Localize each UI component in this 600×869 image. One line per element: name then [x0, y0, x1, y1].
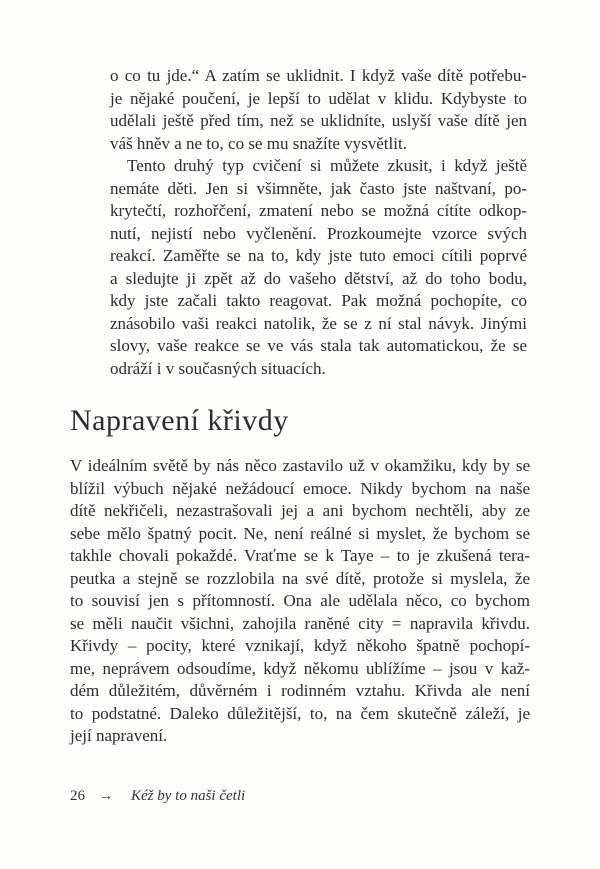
text-line: nemáte děti. Jen si všimněte, jak často jste naštvaní, po- [110, 178, 527, 198]
text-line: blížil výbuch nějaké nežádoucí emoce. Nikdy bychom na naše [70, 478, 530, 498]
text-line: to podstatné. Daleko důležitější, to, na čem skutečně záleží, je [70, 703, 530, 723]
text-line: a sledujte ji zpět až do vašeho dětství, až do toho bodu, [110, 268, 527, 288]
text-line: kdy jste začali takto reagovat. Pak možná pochopíte, co [110, 291, 527, 310]
text-line: její napravení. [70, 726, 168, 745]
text-block-main [70, 455, 530, 748]
paragraph [110, 155, 527, 380]
paragraph [70, 455, 530, 748]
text-line: o co tu jde.“ A zatím se uklidnit. I když vaše dítě potřebu- [110, 66, 527, 85]
text-line: dítě nekřičeli, nezastrašovali jej a ani bychom nechtěli, aby ze [70, 501, 530, 520]
right-arrow-icon: → [99, 789, 113, 804]
text-line: Křivdy – pocity, které vznikají, když někoho špatně pochopí- [70, 636, 530, 655]
text-line: odráží i v současných situacích. [110, 358, 326, 378]
page-footer [70, 786, 245, 807]
text-line: takhle chovali pokaždé. Vraťme se k Taye – to je zkušená tera- [70, 546, 530, 565]
text-line: slovy, vaše reakce se ve vás stala tak automatickou, že se [110, 336, 527, 355]
text-line: je nějaké poučení, je lepší to udělat v klidu. Kdybyste to [110, 88, 527, 108]
book-title: Kéž by to naši četli [131, 788, 246, 804]
text-line: peutka a stejně se rozzlobila na své dítě, protože si myslela, že [70, 568, 530, 588]
text-line: znásobilo vaši reakci natolik, že se z ní stal návyk. Jinými [110, 313, 527, 333]
page-number: 26 [70, 788, 85, 804]
text-line: krytečtí, rozhořčení, zmatení nebo se možná cítíte odkop- [110, 201, 527, 220]
text-line: udělali ještě před tím, než se uklidníte, uslyší vaše dítě jen [110, 111, 527, 130]
text-line: váš hněv a ne to, co se mu snažíte vysvětlit. [110, 133, 407, 153]
text-line: dém důležitém, důvěrném i rodinném vztahu. Křivda ale není [70, 681, 530, 700]
section-heading: Napravení křivdy [70, 404, 289, 437]
text-line: Tento druhý typ cvičení si můžete zkusit, i když ještě [127, 156, 527, 175]
text-line: me, neprávem odsoudíme, když někomu ublížíme – jsou v kaž- [70, 658, 530, 678]
text-line: nutí, nejistí nebo vyčlenění. Prozkoumejte vzorce svých [110, 223, 527, 243]
text-line: V ideálním světě by nás něco zastavilo už v okamžiku, kdy by se [70, 456, 530, 475]
text-line: to souvisí jen s přítomností. Ona ale udělala něco, co bychom [70, 591, 530, 610]
text-block-top [110, 65, 527, 380]
text-line: se měli naučit všichni, zahojila raněné city = napravila křivdu. [70, 613, 530, 633]
text-line: sebe mělo špatný pocit. Ne, není reálné si myslet, že bychom se [70, 523, 530, 543]
text-line: reakcí. Zaměřte se na to, kdy jste tuto emoci cítili poprvé [110, 246, 527, 265]
paragraph [110, 65, 527, 155]
